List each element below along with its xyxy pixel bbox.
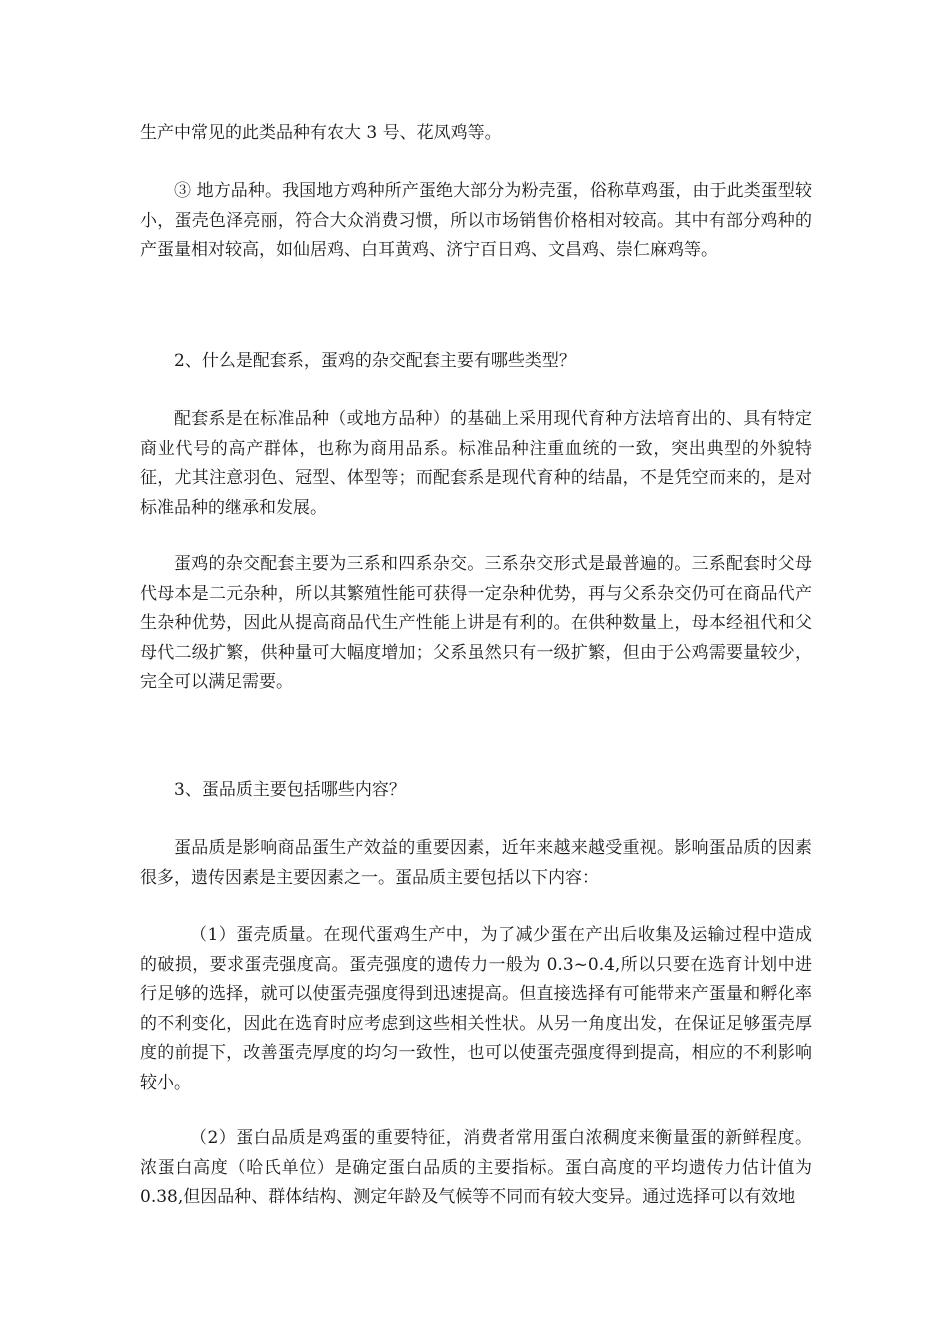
- section-heading-3: 3、蛋品质主要包括哪些内容？: [174, 780, 406, 800]
- paragraph-albumen-quality: （2）蛋白品质是鸡蛋的重要特征，消费者常用蛋白浓稠度来衡量蛋的新鲜程度。浓蛋白高度（哈氏单位）是确定蛋白品质的主要指标。蛋白高度的平均遗传力估计值为 0.38,但因品种、群体结构、测定年龄及气候等不同而有较大变异。通过选择可以有效地: [140, 1128, 812, 1207]
- paragraph-breed-examples: 生产中常见的此类品种有农大 3 号、花凤鸡等。: [140, 123, 502, 143]
- paragraph-matching-system: 配套系是在标准品种（或地方品种）的基础上采用现代育种方法培育出的、具有特定商业代号的高产群体，也称为商用品系。标准品种注重血统的一致，突出典型的外貌特征，尤其注意羽色、冠型、体型等；而配套系是现代育种的结晶，不是凭空而来的，是对标准品种的继承和发展。: [140, 409, 812, 518]
- paragraph-eggshell-quality: （1）蛋壳质量。在现代蛋鸡生产中，为了减少蛋在产出后收集及运输过程中造成的破损，要求蛋壳强度高。蛋壳强度的遗传力一般为 0.3~0.4,所以只要在选育计划中进行足够的选择，就可以使蛋壳强度得到迅速提高。但直接选择有可能带来产蛋量和孵化率的不利变化，因此在选育时应考虑到这些相关性状。从另一角度出发，在保证足够蛋壳厚度的前提下，改善蛋壳厚度的均匀一致性，也可以使蛋壳强度得到提高，相应的不利影响较小。: [140, 925, 812, 1093]
- section-heading-2: 2、什么是配套系，蛋鸡的杂交配套主要有哪些类型？: [174, 351, 576, 371]
- paragraph-local-breeds: ③ 地方品种。我国地方鸡种所产蛋绝大部分为粉壳蛋，俗称草鸡蛋，由于此类蛋型较小，蛋壳色泽亮丽，符合大众消费习惯，所以市场销售价格相对较高。其中有部分鸡种的产蛋量相对较高，如仙居鸡、白耳黄鸡、济宁百日鸡、文昌鸡、崇仁麻鸡等。: [140, 181, 812, 260]
- paragraph-egg-quality-intro: 蛋品质是影响商品蛋生产效益的重要因素，近年来越来越受重视。影响蛋品质的因素很多，遗传因素是主要因素之一。蛋品质主要包括以下内容：: [140, 838, 812, 888]
- paragraph-crossbreeding: 蛋鸡的杂交配套主要为三系和四系杂交。三系杂交形式是最普遍的。三系配套时父母代母本是二元杂种，所以其繁殖性能可获得一定杂种优势，再与父系杂交仍可在商品代产生杂种优势，因此从提高商品代生产性能上讲是有利的。在供种数量上，母本经祖代和父母代二级扩繁，供种量可大幅度增加；父系虽然只有一级扩繁，但由于公鸡需要量较少，完全可以满足需要。: [140, 554, 812, 692]
